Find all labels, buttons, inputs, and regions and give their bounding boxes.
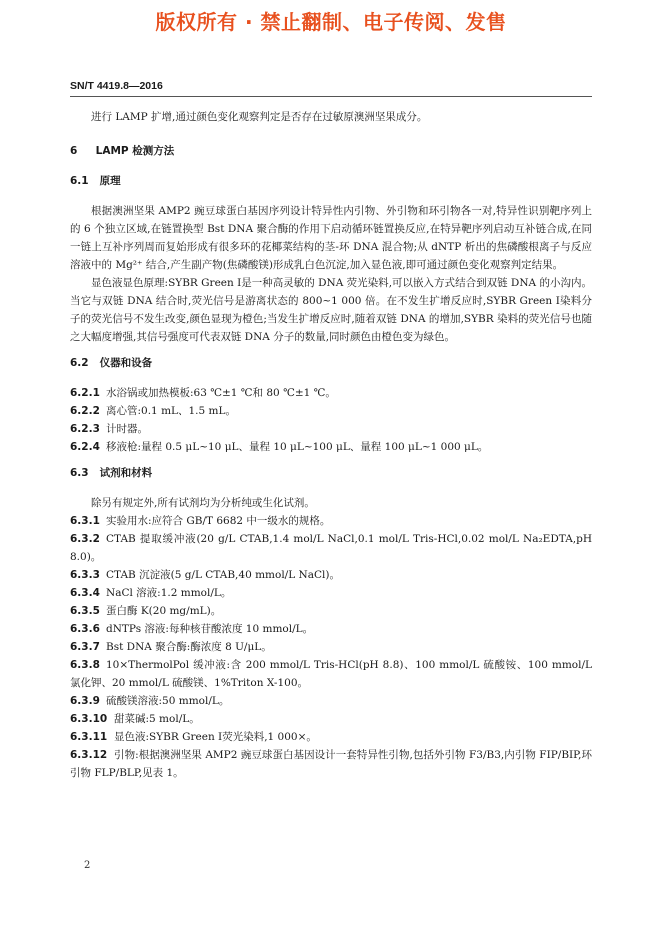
- subsection-title: 仪器和设备: [99, 357, 153, 369]
- item-number: 6.3.8: [70, 659, 100, 671]
- subsection-number: 6.2: [70, 357, 89, 369]
- list-item: [70, 710, 592, 728]
- item-text: NaCl 溶液:1.2 mmol/L。: [106, 587, 232, 599]
- copyright-banner: 版权所有 · 禁止翻制、电子传阅、发售: [155, 10, 507, 34]
- list-item: [70, 728, 592, 746]
- list-item: [70, 566, 592, 584]
- item-text: Bst DNA 聚合酶:酶浓度 8 U/μL。: [106, 641, 272, 653]
- list-item: [70, 438, 592, 456]
- section-6-2-heading: [70, 354, 592, 372]
- item-number: 6.3.6: [70, 623, 100, 635]
- item-text: CTAB 提取缓冲液(20 g/L CTAB,1.4 mol/L NaCl,0.1 mol/L Tris-HCl,0.02 mol/L Na₂EDTA,pH 8.0)。: [70, 533, 592, 563]
- item-text: 10×ThermolPol 缓冲液:含 200 mmol/L Tris-HCl(pH 8.8)、100 mmol/L 硫酸铵、100 mmol/L 氯化钾、20 mmol/L 硫酸镁、1%Triton X-100。: [70, 659, 592, 689]
- list-item: [70, 656, 592, 692]
- item-number: 6.2.2: [70, 405, 100, 417]
- item-number: 6.3.2: [70, 533, 100, 545]
- item-number: 6.2.3: [70, 423, 100, 435]
- list-item: [70, 620, 592, 638]
- equipment-list: [70, 384, 592, 456]
- list-item: [70, 584, 592, 602]
- section-6-1-heading: [70, 172, 592, 190]
- document-body: [70, 108, 592, 782]
- principle-paragraph: 根据澳洲坚果 AMP2 豌豆球蛋白基因序列设计特异性内引物、外引物和环引物各一对,特异性识别靶序列上的 6 个独立区域,在链置换型 Bst DNA 聚合酶的作用下启动循环链置换反应,在特异靶序列启动互补链合成,在同一链上互补序列周而复始形成有很多环的花椰菜结构的茎-环 DNA 混合物;从 dNTP 析出的焦磷酸根离子与反应溶液中的 Mg²⁺ 结合,产生副产物(焦磷酸镁)形成乳白色沉淀,加入显色液,即可通过颜色变化观察判定结果。: [70, 205, 592, 271]
- item-text: 甜菜碱:5 mol/L。: [114, 713, 200, 725]
- page-number: 2: [84, 860, 91, 871]
- item-number: 6.2.1: [70, 387, 100, 399]
- section-number: 6: [70, 145, 78, 157]
- item-number: 6.3.1: [70, 515, 100, 527]
- item-text: 实验用水:应符合 GB/T 6682 中一级水的规格。: [106, 515, 331, 527]
- list-item: [70, 512, 592, 530]
- list-item: [70, 384, 592, 402]
- item-text: 蛋白酶 K(20 mg/mL)。: [106, 605, 222, 617]
- item-number: 6.3.9: [70, 695, 100, 707]
- standard-code: SN/T 4419.8—2016: [70, 80, 163, 92]
- list-item: [70, 530, 592, 566]
- list-item: [70, 692, 592, 710]
- item-text: 显色液:SYBR Green Ⅰ荧光染料,1 000×。: [114, 731, 317, 743]
- reagents-lead: 除另有规定外,所有试剂均为分析纯或生化试剂。: [91, 497, 315, 509]
- subsection-title: 试剂和材料: [99, 467, 153, 479]
- item-text: 引物:根据澳洲坚果 AMP2 豌豆球蛋白基因设计一套特异性引物,包括外引物 F3/B3,内引物 FIP/BIP,环引物 FLP/BLP,见表 1。: [70, 749, 592, 779]
- subsection-title: 原理: [99, 175, 121, 187]
- item-number: 6.3.4: [70, 587, 100, 599]
- list-item: [70, 602, 592, 620]
- list-item: [70, 420, 592, 438]
- item-number: 6.2.4: [70, 441, 100, 453]
- item-number: 6.3.12: [70, 749, 108, 761]
- item-text: 水浴锅或加热模板:63 ℃±1 ℃和 80 ℃±1 ℃。: [106, 387, 336, 399]
- item-text: 移液枪:量程 0.5 μL~10 μL、量程 10 μL~100 μL、量程 100 μL~1 000 μL。: [106, 441, 489, 453]
- item-number: 6.3.5: [70, 605, 100, 617]
- section-title: LAMP 检测方法: [95, 145, 175, 157]
- intro-paragraph: 进行 LAMP 扩增,通过颜色变化观察判定是否存在过敏原澳洲坚果成分。: [91, 111, 428, 123]
- item-text: dNTPs 溶液:每种核苷酸浓度 10 mmol/L。: [106, 623, 314, 635]
- reagents-list: [70, 512, 592, 782]
- list-item: [70, 402, 592, 420]
- section-6-3-heading: [70, 464, 592, 482]
- item-number: 6.3.10: [70, 713, 108, 725]
- item-text: 离心管:0.1 mL、1.5 mL。: [106, 405, 236, 417]
- section-6-heading: [70, 142, 592, 160]
- header-rule: [70, 96, 592, 97]
- list-item: [70, 746, 592, 782]
- item-number: 6.3.11: [70, 731, 108, 743]
- item-text: CTAB 沉淀液(5 g/L CTAB,40 mmol/L NaCl)。: [106, 569, 340, 581]
- item-text: 硫酸镁溶液:50 mmol/L。: [106, 695, 230, 707]
- list-item: [70, 638, 592, 656]
- subsection-number: 6.1: [70, 175, 89, 187]
- item-text: 计时器。: [106, 423, 148, 435]
- stain-principle-paragraph: 显色液显色原理:SYBR Green Ⅰ是一种高灵敏的 DNA 荧光染料,可以嵌入方式结合到双链 DNA 的小沟内。当它与双链 DNA 结合时,荧光信号是游离状态的 800~1 000 倍。在不发生扩增反应时,SYBR Green Ⅰ染料分子的荧光信号不发生改变,颜色显现为橙色;当发生扩增反应时,随着双链 DNA 的增加,SYBR 染料的荧光信号也随之大幅度增强,其信号强度可代表双链 DNA 分子的数量,同时颜色由橙色变为绿色。: [70, 277, 592, 343]
- subsection-number: 6.3: [70, 467, 89, 479]
- item-number: 6.3.3: [70, 569, 100, 581]
- item-number: 6.3.7: [70, 641, 100, 653]
